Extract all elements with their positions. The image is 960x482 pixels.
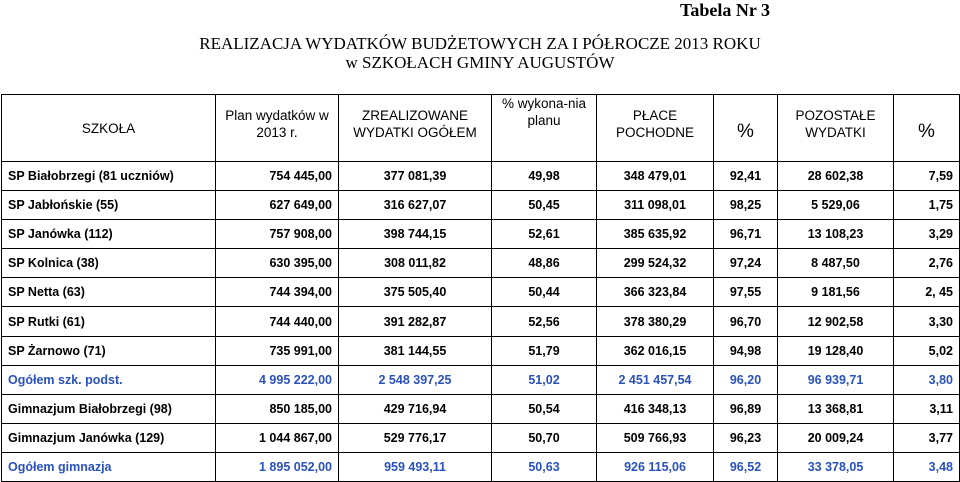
cell-realized: 316 627,07 — [339, 191, 492, 220]
table-row — [2, 249, 960, 278]
cell-pct1: 97,55 — [714, 278, 778, 307]
header-pct-plan: % wykona-nia planu — [492, 95, 597, 162]
document-title: REALIZACJA WYDATKÓW BUDŻETOWYCH ZA I PÓŁROCZE 2013 ROKU — [199, 34, 761, 53]
cell-name: SP Netta (63) — [2, 278, 216, 307]
cell-plan: 744 394,00 — [216, 278, 339, 307]
cell-other: 20 009,24 — [778, 423, 894, 452]
cell-pct2: 3,77 — [894, 423, 960, 452]
cell-realized: 381 144,55 — [339, 336, 492, 365]
cell-pct-plan: 50,70 — [492, 423, 597, 452]
table-row — [2, 394, 960, 423]
table-number: Tabela Nr 3 — [679, 0, 770, 20]
cell-salaries: 311 098,01 — [597, 191, 714, 220]
cell-other: 9 181,56 — [778, 278, 894, 307]
cell-name: SP Białobrzegi (81 uczniów) — [2, 162, 216, 191]
cell-name: SP Janówka (112) — [2, 220, 216, 249]
cell-pct2: 7,59 — [894, 162, 960, 191]
cell-pct1: 96,23 — [714, 423, 778, 452]
summary-row — [2, 365, 960, 394]
cell-plan: 4 995 222,00 — [216, 365, 339, 394]
table-row — [2, 278, 960, 307]
cell-other: 12 902,58 — [778, 307, 894, 336]
cell-other: 19 128,40 — [778, 336, 894, 365]
cell-pct2: 3,29 — [894, 220, 960, 249]
table-row — [2, 220, 960, 249]
table-row — [2, 423, 960, 452]
cell-realized: 375 505,40 — [339, 278, 492, 307]
cell-plan: 757 908,00 — [216, 220, 339, 249]
cell-other: 96 939,71 — [778, 365, 894, 394]
header-school: SZKOŁA — [2, 95, 216, 162]
cell-salaries: 509 766,93 — [597, 423, 714, 452]
cell-salaries: 366 323,84 — [597, 278, 714, 307]
cell-other: 33 378,05 — [778, 452, 894, 481]
cell-other: 8 487,50 — [778, 249, 894, 278]
cell-pct2: 2, 45 — [894, 278, 960, 307]
cell-pct2: 1,75 — [894, 191, 960, 220]
cell-salaries: 348 479,01 — [597, 162, 714, 191]
document-subtitle: w SZKOŁACH GMINY AUGUSTÓW — [345, 53, 615, 72]
cell-realized: 2 548 397,25 — [339, 365, 492, 394]
table-row — [2, 336, 960, 365]
cell-pct1: 96,71 — [714, 220, 778, 249]
header-salaries: PŁACE POCHODNE — [597, 95, 714, 162]
cell-name: SP Kolnica (38) — [2, 249, 216, 278]
cell-pct2: 2,76 — [894, 249, 960, 278]
cell-pct1: 96,52 — [714, 452, 778, 481]
cell-pct-plan: 50,45 — [492, 191, 597, 220]
cell-name: Ogółem szk. podst. — [2, 365, 216, 394]
cell-name: SP Jabłońskie (55) — [2, 191, 216, 220]
cell-realized: 429 716,94 — [339, 394, 492, 423]
cell-plan: 754 445,00 — [216, 162, 339, 191]
cell-pct1: 96,70 — [714, 307, 778, 336]
cell-realized: 377 081,39 — [339, 162, 492, 191]
cell-pct2: 3,48 — [894, 452, 960, 481]
cell-pct2: 5,02 — [894, 336, 960, 365]
cell-pct1: 97,24 — [714, 249, 778, 278]
cell-pct2: 3,11 — [894, 394, 960, 423]
cell-salaries: 926 115,06 — [597, 452, 714, 481]
cell-realized: 529 776,17 — [339, 423, 492, 452]
header-plan: Plan wydatków w 2013 r. — [216, 95, 339, 162]
cell-plan: 627 649,00 — [216, 191, 339, 220]
cell-pct-plan: 48,86 — [492, 249, 597, 278]
header-row — [2, 95, 960, 162]
cell-realized: 391 282,87 — [339, 307, 492, 336]
cell-pct-plan: 50,44 — [492, 278, 597, 307]
cell-plan: 630 395,00 — [216, 249, 339, 278]
cell-name: SP Żarnowo (71) — [2, 336, 216, 365]
cell-realized: 308 011,82 — [339, 249, 492, 278]
cell-plan: 744 440,00 — [216, 307, 339, 336]
cell-pct-plan: 52,56 — [492, 307, 597, 336]
budget-table — [1, 94, 960, 482]
cell-pct2: 3,80 — [894, 365, 960, 394]
cell-name: Gimnazjum Białobrzegi (98) — [2, 394, 216, 423]
header-pct-salaries: % — [714, 95, 778, 162]
summary-row — [2, 452, 960, 481]
cell-realized: 959 493,11 — [339, 452, 492, 481]
cell-pct1: 96,20 — [714, 365, 778, 394]
cell-pct1: 96,89 — [714, 394, 778, 423]
cell-salaries: 416 348,13 — [597, 394, 714, 423]
header-pct-other: % — [894, 95, 960, 162]
cell-salaries: 2 451 457,54 — [597, 365, 714, 394]
cell-pct-plan: 52,61 — [492, 220, 597, 249]
cell-pct1: 98,25 — [714, 191, 778, 220]
cell-pct-plan: 50,63 — [492, 452, 597, 481]
table-row — [2, 307, 960, 336]
cell-plan: 735 991,00 — [216, 336, 339, 365]
cell-pct1: 92,41 — [714, 162, 778, 191]
cell-salaries: 385 635,92 — [597, 220, 714, 249]
cell-plan: 850 185,00 — [216, 394, 339, 423]
cell-name: Gimnazjum Janówka (129) — [2, 423, 216, 452]
cell-salaries: 378 380,29 — [597, 307, 714, 336]
cell-other: 5 529,06 — [778, 191, 894, 220]
cell-pct-plan: 49,98 — [492, 162, 597, 191]
cell-salaries: 299 524,32 — [597, 249, 714, 278]
cell-realized: 398 744,15 — [339, 220, 492, 249]
cell-salaries: 362 016,15 — [597, 336, 714, 365]
cell-plan: 1 044 867,00 — [216, 423, 339, 452]
table-row — [2, 191, 960, 220]
header-realized: ZREALIZOWANE WYDATKI OGÓŁEM — [339, 95, 492, 162]
cell-pct-plan: 51,02 — [492, 365, 597, 394]
cell-name: Ogółem gimnazja — [2, 452, 216, 481]
cell-plan: 1 895 052,00 — [216, 452, 339, 481]
cell-pct-plan: 51,79 — [492, 336, 597, 365]
cell-name: SP Rutki (61) — [2, 307, 216, 336]
cell-other: 28 602,38 — [778, 162, 894, 191]
cell-pct2: 3,30 — [894, 307, 960, 336]
table-body — [2, 162, 960, 482]
table-row — [2, 162, 960, 191]
header-other: POZOSTAŁE WYDATKI — [778, 95, 894, 162]
cell-pct-plan: 50,54 — [492, 394, 597, 423]
cell-pct1: 94,98 — [714, 336, 778, 365]
cell-other: 13 368,81 — [778, 394, 894, 423]
cell-other: 13 108,23 — [778, 220, 894, 249]
